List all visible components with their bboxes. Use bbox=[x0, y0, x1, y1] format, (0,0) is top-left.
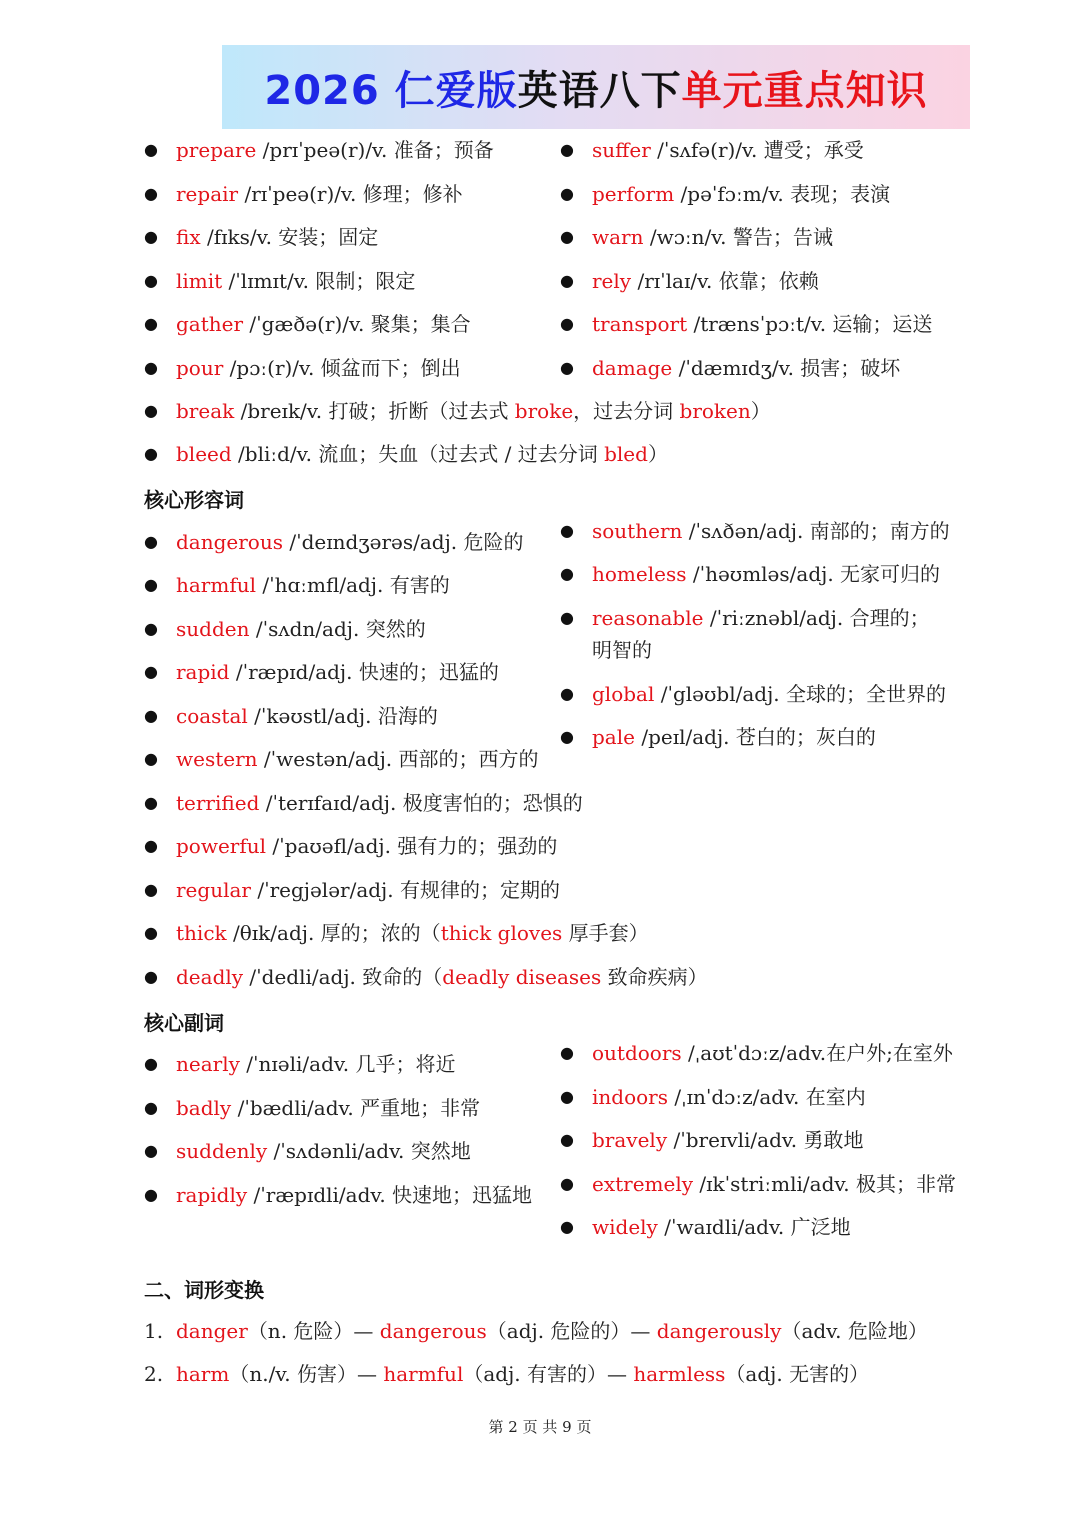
bullet-icon: ● bbox=[560, 358, 574, 377]
vocab-definition: /ˈræpɪdli/adv. 快速地；迅猛地 bbox=[247, 1183, 533, 1207]
list-item bbox=[560, 1037, 953, 1069]
vocab-definition: /ɪkˈstriːmli/adv. 极其；非常 bbox=[693, 1172, 957, 1196]
vocab-definition: ） bbox=[750, 399, 771, 423]
item-number: 1. bbox=[144, 1319, 164, 1343]
title-part-subject: 英语八下 bbox=[517, 67, 682, 114]
bullet-icon: ● bbox=[560, 1087, 574, 1106]
list-item bbox=[560, 515, 950, 547]
vocab-definition: /ˈhəʊmləs/adj. 无家可归的 bbox=[686, 562, 941, 586]
vocab-word: rapid bbox=[176, 660, 230, 684]
section-heading-word-forms: 二、词形变换 bbox=[144, 1278, 264, 1302]
bullet-icon: ● bbox=[144, 706, 158, 725]
vocab-definition: /ˈsʌðən/adj. 南部的；南方的 bbox=[682, 519, 950, 543]
vocab-form: broken bbox=[679, 399, 751, 423]
section-heading-adverbs: 核心副词 bbox=[144, 1011, 224, 1035]
vocab-definition: /ˈpaʊəfl/adj. 强有力的；强劲的 bbox=[266, 834, 558, 858]
vocab-definition: （n. 危险）— bbox=[247, 1319, 380, 1343]
vocab-word: widely bbox=[592, 1215, 658, 1239]
list-item bbox=[144, 1358, 870, 1390]
vocab-word: coastal bbox=[176, 704, 248, 728]
vocab-definition: /ˈgləʊbl/adj. 全球的；全世界的 bbox=[654, 682, 946, 706]
bullet-icon: ● bbox=[144, 619, 158, 638]
vocab-word: pale bbox=[592, 725, 635, 749]
vocab-definition: /ˈdedli/adj. 致命的（ bbox=[243, 965, 443, 989]
bullet-icon: ● bbox=[560, 271, 574, 290]
bullet-icon: ● bbox=[144, 880, 158, 899]
bullet-icon: ● bbox=[144, 444, 158, 463]
list-item bbox=[560, 134, 864, 166]
vocab-word: break bbox=[176, 399, 235, 423]
vocab-word: rapidly bbox=[176, 1183, 248, 1207]
bullet-icon: ● bbox=[560, 727, 574, 746]
list-item bbox=[144, 526, 524, 558]
vocab-word: homeless bbox=[592, 562, 687, 586]
vocab-word: terrified bbox=[176, 791, 260, 815]
bullet-icon: ● bbox=[144, 1054, 158, 1073]
vocab-word: pour bbox=[176, 356, 224, 380]
bullet-icon: ● bbox=[144, 836, 158, 855]
vocab-word: harmful bbox=[176, 573, 257, 597]
vocab-phrase: thick gloves bbox=[440, 921, 563, 945]
bullet-icon: ● bbox=[560, 314, 574, 333]
vocab-definition: /pɔː(r)/v. 倾盆而下；倒出 bbox=[223, 356, 461, 380]
vocab-definition: /ˈsʌdənli/adv. 突然地 bbox=[267, 1139, 471, 1163]
list-item bbox=[560, 1168, 957, 1200]
list-item bbox=[144, 134, 494, 166]
bullet-icon: ● bbox=[144, 184, 158, 203]
list-item bbox=[144, 395, 771, 427]
vocab-definition: /ˈbædli/adv. 严重地；非常 bbox=[231, 1096, 481, 1120]
list-item bbox=[144, 178, 463, 210]
vocab-word: powerful bbox=[176, 834, 267, 858]
vocab-definition: /ˈhɑːmfl/adj. 有害的 bbox=[256, 573, 450, 597]
vocab-word: regular bbox=[176, 878, 251, 902]
vocab-definition: （adj. 有害的）— bbox=[463, 1362, 634, 1386]
vocab-word: fix bbox=[176, 225, 201, 249]
bullet-icon: ● bbox=[144, 140, 158, 159]
vocab-definition: 厚手套） bbox=[562, 921, 649, 945]
bullet-icon: ● bbox=[144, 923, 158, 942]
bullet-icon: ● bbox=[144, 1185, 158, 1204]
list-item bbox=[144, 830, 558, 862]
vocab-word: harmless bbox=[633, 1362, 726, 1386]
vocab-definition: 致命疾病） bbox=[601, 965, 708, 989]
vocab-definition: /ˈriːznəbl/adj. 合理的；明智的 bbox=[592, 606, 930, 662]
vocab-definition: （adj. 无害的） bbox=[725, 1362, 870, 1386]
vocab-word: southern bbox=[592, 519, 683, 543]
vocab-form: broke bbox=[514, 399, 574, 423]
bullet-icon: ● bbox=[560, 1174, 574, 1193]
vocab-word: sudden bbox=[176, 617, 250, 641]
vocab-word: danger bbox=[176, 1319, 248, 1343]
list-item bbox=[144, 1315, 928, 1347]
bullet-icon: ● bbox=[560, 227, 574, 246]
vocab-word: deadly bbox=[176, 965, 244, 989]
vocab-definition: /ˈterɪfaɪd/adj. 极度害怕的；恐惧的 bbox=[259, 791, 583, 815]
vocab-definition: /ˈdæmɪdʒ/v. 损害；破坏 bbox=[672, 356, 901, 380]
list-item bbox=[144, 1092, 481, 1124]
list-item bbox=[144, 787, 583, 819]
vocab-word: reasonable bbox=[592, 606, 704, 630]
vocab-word: western bbox=[176, 747, 258, 771]
vocab-word: indoors bbox=[592, 1085, 668, 1109]
vocab-word: suffer bbox=[592, 138, 651, 162]
bullet-icon: ● bbox=[144, 1141, 158, 1160]
list-item bbox=[560, 602, 937, 666]
list-item bbox=[144, 1135, 471, 1167]
list-item bbox=[560, 678, 946, 710]
list-item bbox=[560, 178, 891, 210]
bullet-icon: ● bbox=[144, 227, 158, 246]
vocab-definition: /ˈwestən/adj. 西部的；西方的 bbox=[257, 747, 539, 771]
list-item bbox=[560, 1124, 864, 1156]
title-part-topic: 单元重点知识 bbox=[681, 67, 928, 114]
vocab-word: transport bbox=[592, 312, 688, 336]
vocab-word: harmful bbox=[383, 1362, 464, 1386]
vocab-word: badly bbox=[176, 1096, 232, 1120]
vocab-definition: （n./v. 伤害）— bbox=[229, 1362, 384, 1386]
list-item bbox=[144, 569, 450, 601]
list-item bbox=[144, 874, 560, 906]
list-item bbox=[144, 308, 471, 340]
list-item bbox=[560, 352, 901, 384]
vocab-definition: /ˌaʊtˈdɔːz/adv.在户外;在室外 bbox=[681, 1041, 953, 1065]
vocab-definition: /ˈwaɪdli/adv. 广泛地 bbox=[657, 1215, 851, 1239]
list-item bbox=[144, 352, 461, 384]
vocab-definition: /peɪl/adj. 苍白的；灰白的 bbox=[634, 725, 876, 749]
vocab-definition: /ˈgæðə(r)/v. 聚集；集合 bbox=[243, 312, 471, 336]
vocab-definition: /rɪˈpeə(r)/v. 修理；修补 bbox=[238, 182, 463, 206]
vocab-word: thick bbox=[176, 921, 227, 945]
vocab-definition: /ˈsʌfə(r)/v. 遭受；承受 bbox=[650, 138, 864, 162]
vocab-definition: /bliːd/v. 流血；失血（过去式 / 过去分词 bbox=[231, 442, 605, 466]
bullet-icon: ● bbox=[560, 1217, 574, 1236]
vocab-definition: /ˈregjələr/adj. 有规律的；定期的 bbox=[250, 878, 560, 902]
vocab-definition: ，过去分词 bbox=[573, 399, 680, 423]
vocab-word: repair bbox=[176, 182, 239, 206]
vocab-definition: /ˈræpɪd/adj. 快速的；迅猛的 bbox=[229, 660, 499, 684]
list-item bbox=[560, 1081, 866, 1113]
vocab-word: gather bbox=[176, 312, 244, 336]
bullet-icon: ● bbox=[560, 521, 574, 540]
list-item bbox=[144, 1179, 533, 1211]
vocab-definition: /θɪk/adj. 厚的；浓的（ bbox=[226, 921, 441, 945]
vocab-definition: /pəˈfɔːm/v. 表现；表演 bbox=[674, 182, 891, 206]
list-item bbox=[560, 558, 941, 590]
vocab-definition: （adv. 危险地） bbox=[781, 1319, 928, 1343]
vocab-definition: /ˌɪnˈdɔːz/adv. 在室内 bbox=[668, 1085, 866, 1109]
vocab-word: dangerously bbox=[656, 1319, 782, 1343]
vocab-word: nearly bbox=[176, 1052, 240, 1076]
bullet-icon: ● bbox=[144, 532, 158, 551]
vocab-word: dangerous bbox=[176, 530, 283, 554]
vocab-definition: ） bbox=[647, 442, 668, 466]
vocab-word: global bbox=[592, 682, 655, 706]
bullet-icon: ● bbox=[560, 1043, 574, 1062]
vocab-definition: /ˈsʌdn/adj. 突然的 bbox=[249, 617, 426, 641]
bullet-icon: ● bbox=[144, 662, 158, 681]
vocab-form: bled bbox=[604, 442, 648, 466]
bullet-icon: ● bbox=[144, 1098, 158, 1117]
list-item bbox=[560, 721, 876, 753]
vocab-definition: /rɪˈlaɪ/v. 依靠；依赖 bbox=[631, 269, 819, 293]
list-item bbox=[560, 1211, 851, 1243]
bullet-icon: ● bbox=[144, 358, 158, 377]
title-banner bbox=[222, 45, 970, 129]
list-item bbox=[560, 265, 819, 297]
vocab-word: extremely bbox=[592, 1172, 694, 1196]
vocab-word: dangerous bbox=[379, 1319, 487, 1343]
bullet-icon: ● bbox=[560, 1130, 574, 1149]
page-footer: 第 2 页 共 9 页 bbox=[488, 1418, 592, 1436]
list-item bbox=[144, 265, 416, 297]
bullet-icon: ● bbox=[144, 314, 158, 333]
vocab-definition: /ˈbreɪvli/adv. 勇敢地 bbox=[667, 1128, 864, 1152]
vocab-word: harm bbox=[176, 1362, 230, 1386]
bullet-icon: ● bbox=[560, 140, 574, 159]
list-item bbox=[144, 961, 708, 993]
list-item bbox=[144, 221, 379, 253]
vocab-word: suddenly bbox=[176, 1139, 268, 1163]
vocab-definition: /ˈkəʊstl/adj. 沿海的 bbox=[247, 704, 438, 728]
bullet-icon: ● bbox=[560, 608, 574, 627]
vocab-word: prepare bbox=[176, 138, 257, 162]
vocab-definition: /breɪk/v. 打破；折断（过去式 bbox=[234, 399, 515, 423]
list-item bbox=[560, 308, 933, 340]
list-item bbox=[144, 613, 426, 645]
list-item bbox=[144, 656, 499, 688]
list-item bbox=[144, 1048, 456, 1080]
vocab-definition: /ˈdeɪndʒərəs/adj. 危险的 bbox=[283, 530, 524, 554]
bullet-icon: ● bbox=[144, 271, 158, 290]
vocab-word: outdoors bbox=[592, 1041, 682, 1065]
vocab-word: bleed bbox=[176, 442, 232, 466]
bullet-icon: ● bbox=[144, 575, 158, 594]
bullet-icon: ● bbox=[560, 684, 574, 703]
vocab-definition: /trænsˈpɔːt/v. 运输；运送 bbox=[687, 312, 933, 336]
list-item bbox=[144, 700, 438, 732]
vocab-word: perform bbox=[592, 182, 675, 206]
vocab-word: rely bbox=[592, 269, 632, 293]
bullet-icon: ● bbox=[144, 401, 158, 420]
vocab-definition: /prɪˈpeə(r)/v. 准备；预备 bbox=[256, 138, 494, 162]
bullet-icon: ● bbox=[144, 967, 158, 986]
bullet-icon: ● bbox=[560, 184, 574, 203]
item-number: 2. bbox=[144, 1362, 164, 1386]
vocab-definition: /wɔːn/v. 警告；告诫 bbox=[643, 225, 833, 249]
bullet-icon: ● bbox=[144, 793, 158, 812]
section-heading-adjectives: 核心形容词 bbox=[144, 488, 244, 512]
list-item bbox=[144, 438, 668, 470]
vocab-definition: /ˈnɪəli/adv. 几乎；将近 bbox=[239, 1052, 456, 1076]
vocab-definition: /fɪks/v. 安装；固定 bbox=[200, 225, 379, 249]
title-part-year: 2026 仁爱版 bbox=[264, 67, 518, 114]
vocab-word: damage bbox=[592, 356, 673, 380]
vocab-word: warn bbox=[592, 225, 644, 249]
vocab-definition: （adj. 危险的）— bbox=[486, 1319, 657, 1343]
bullet-icon: ● bbox=[560, 564, 574, 583]
list-item bbox=[560, 221, 833, 253]
vocab-phrase: deadly diseases bbox=[442, 965, 602, 989]
list-item bbox=[144, 917, 649, 949]
vocab-word: bravely bbox=[592, 1128, 668, 1152]
vocab-word: limit bbox=[176, 269, 223, 293]
bullet-icon: ● bbox=[144, 749, 158, 768]
list-item bbox=[144, 743, 539, 775]
vocab-definition: /ˈlɪmɪt/v. 限制；限定 bbox=[222, 269, 416, 293]
